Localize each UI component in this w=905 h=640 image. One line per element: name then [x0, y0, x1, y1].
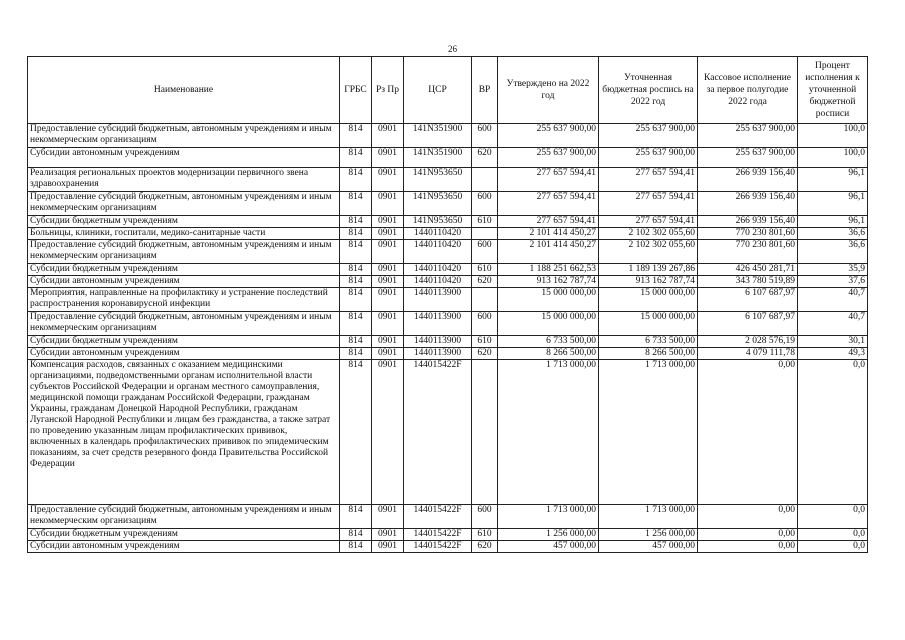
cell-name: Реализация региональных проектов модернизации первичного звена здравоохранения [28, 168, 340, 192]
table-row [28, 312, 868, 336]
table-header-row [28, 57, 868, 124]
cell-csr: 144015422F [404, 541, 472, 553]
table-row [28, 541, 868, 553]
table-row [28, 192, 868, 216]
cell-csr: 141N953650 [404, 168, 472, 192]
cell-refined: 277 657 594,41 [599, 216, 698, 228]
cell-rzpr: 0901 [372, 312, 404, 336]
table-row [28, 505, 868, 529]
cell-percent: 30,1 [798, 336, 868, 348]
cell-name: Субсидии автономным учреждениям [28, 276, 340, 288]
cell-grbs: 814 [340, 505, 372, 529]
cell-csr: 1440113900 [404, 312, 472, 336]
cell-refined: 1 256 000,00 [599, 529, 698, 541]
cell-csr: 144015422F [404, 360, 472, 505]
cell-refined: 255 637 900,00 [599, 124, 698, 148]
cell-grbs: 814 [340, 276, 372, 288]
cell-grbs: 814 [340, 264, 372, 276]
cell-rzpr: 0901 [372, 264, 404, 276]
cell-approved: 6 733 500,00 [498, 336, 599, 348]
cell-percent: 0,0 [798, 360, 868, 505]
table-row [28, 360, 868, 505]
cell-vr: 610 [472, 529, 498, 541]
cell-percent: 36,6 [798, 240, 868, 264]
table-row [28, 216, 868, 228]
cell-refined: 15 000 000,00 [599, 312, 698, 336]
cell-approved: 2 101 414 450,27 [498, 240, 599, 264]
cell-cash: 0,00 [698, 505, 798, 529]
cell-grbs: 814 [340, 168, 372, 192]
cell-name: Предоставление субсидий бюджетным, автономным учреждениям и иным некоммерческим организациям [28, 505, 340, 529]
cell-csr: 1440110420 [404, 228, 472, 240]
table-row [28, 288, 868, 312]
cell-percent: 96,1 [798, 192, 868, 216]
cell-csr: 144015422F [404, 529, 472, 541]
cell-percent: 96,1 [798, 216, 868, 228]
cell-cash: 0,00 [698, 529, 798, 541]
cell-approved: 255 637 900,00 [498, 124, 599, 148]
cell-rzpr: 0901 [372, 168, 404, 192]
cell-approved: 277 657 594,41 [498, 216, 599, 228]
header-percent: Процент исполнения к уточненной бюджетной росписи [798, 57, 868, 124]
cell-percent: 35,9 [798, 264, 868, 276]
cell-name: Субсидии автономным учреждениям [28, 148, 340, 168]
cell-rzpr: 0901 [372, 541, 404, 553]
cell-rzpr: 0901 [372, 148, 404, 168]
cell-percent: 0,0 [798, 541, 868, 553]
cell-csr: 1440113900 [404, 348, 472, 360]
cell-vr: 600 [472, 192, 498, 216]
table-row [28, 336, 868, 348]
cell-name: Субсидии автономным учреждениям [28, 541, 340, 553]
cell-vr: 610 [472, 264, 498, 276]
cell-approved: 15 000 000,00 [498, 312, 599, 336]
cell-name: Мероприятия, направленные на профилактику и устранение последствий распространения коронавирусной инфекции [28, 288, 340, 312]
cell-csr: 141N953650 [404, 192, 472, 216]
cell-cash: 0,00 [698, 360, 798, 505]
cell-csr: 1440113900 [404, 288, 472, 312]
cell-cash: 6 107 687,97 [698, 312, 798, 336]
cell-csr: 141N953650 [404, 216, 472, 228]
cell-refined: 8 266 500,00 [599, 348, 698, 360]
cell-cash: 6 107 687,97 [698, 288, 798, 312]
header-name: Наименование [28, 57, 340, 124]
cell-refined: 457 000,00 [599, 541, 698, 553]
cell-rzpr: 0901 [372, 336, 404, 348]
cell-percent: 0,0 [798, 505, 868, 529]
cell-grbs: 814 [340, 348, 372, 360]
cell-rzpr: 0901 [372, 529, 404, 541]
header-csr: ЦСР [404, 57, 472, 124]
cell-name: Компенсация расходов, связанных с оказанием медицинскими организациями, подведомственными органам исполнительной власти субъектов Российской Федерации и органам местного самоуправления, медицинской помощи гражданам Российской Федерации, гражданам Украины, гражданам Донецкой Народной Республики, гражданам Луганской Народной Республики и лицам без гражданства, а также затрат по проведению указанным лицам профилактических прививок, включенных в календарь профилактических прививок по эпидемическим показаниям, за счет средств резервного фонда Правительства Российской Федерации [28, 360, 340, 505]
cell-percent: 40,7 [798, 288, 868, 312]
header-refined: Уточненная бюджетная роспись на 2022 год [599, 57, 698, 124]
cell-cash: 770 230 801,60 [698, 240, 798, 264]
table-row [28, 529, 868, 541]
cell-percent: 0,0 [798, 529, 868, 541]
cell-grbs: 814 [340, 228, 372, 240]
cell-rzpr: 0901 [372, 192, 404, 216]
cell-cash: 770 230 801,60 [698, 228, 798, 240]
cell-rzpr: 0901 [372, 240, 404, 264]
table-row [28, 228, 868, 240]
cell-approved: 1 713 000,00 [498, 360, 599, 505]
cell-grbs: 814 [340, 288, 372, 312]
cell-cash: 266 939 156,40 [698, 168, 798, 192]
cell-refined: 15 000 000,00 [599, 288, 698, 312]
cell-cash: 266 939 156,40 [698, 216, 798, 228]
cell-approved: 913 162 787,74 [498, 276, 599, 288]
cell-refined: 2 102 302 055,60 [599, 228, 698, 240]
cell-approved: 2 101 414 450,27 [498, 228, 599, 240]
cell-vr: 620 [472, 348, 498, 360]
cell-name: Субсидии бюджетным учреждениям [28, 336, 340, 348]
cell-name: Субсидии бюджетным учреждениям [28, 216, 340, 228]
table-row [28, 168, 868, 192]
cell-grbs: 814 [340, 336, 372, 348]
cell-percent: 100,0 [798, 148, 868, 168]
cell-csr: 144015422F [404, 505, 472, 529]
cell-grbs: 814 [340, 148, 372, 168]
cell-percent: 36,6 [798, 228, 868, 240]
cell-refined: 1 189 139 267,86 [599, 264, 698, 276]
cell-vr [472, 228, 498, 240]
table-row [28, 348, 868, 360]
cell-percent: 49,3 [798, 348, 868, 360]
cell-approved: 1 188 251 662,53 [498, 264, 599, 276]
cell-rzpr: 0901 [372, 276, 404, 288]
budget-execution-table [27, 56, 868, 553]
cell-approved: 277 657 594,41 [498, 192, 599, 216]
table-row [28, 276, 868, 288]
cell-rzpr: 0901 [372, 360, 404, 505]
cell-rzpr: 0901 [372, 216, 404, 228]
cell-approved: 277 657 594,41 [498, 168, 599, 192]
cell-vr: 620 [472, 541, 498, 553]
cell-csr: 141N351900 [404, 124, 472, 148]
cell-grbs: 814 [340, 312, 372, 336]
cell-csr: 1440110420 [404, 264, 472, 276]
cell-cash: 0,00 [698, 541, 798, 553]
cell-name: Предоставление субсидий бюджетным, автономным учреждениям и иным некоммерческим организациям [28, 124, 340, 148]
table-row [28, 240, 868, 264]
cell-cash: 255 637 900,00 [698, 148, 798, 168]
cell-cash: 4 079 111,78 [698, 348, 798, 360]
cell-csr: 1440110420 [404, 240, 472, 264]
cell-refined: 2 102 302 055,60 [599, 240, 698, 264]
header-vr: ВР [472, 57, 498, 124]
cell-vr: 620 [472, 148, 498, 168]
cell-vr: 600 [472, 505, 498, 529]
cell-vr [472, 288, 498, 312]
cell-refined: 277 657 594,41 [599, 192, 698, 216]
table-row [28, 148, 868, 168]
cell-grbs: 814 [340, 192, 372, 216]
cell-percent: 96,1 [798, 168, 868, 192]
cell-approved: 1 256 000,00 [498, 529, 599, 541]
table-row [28, 124, 868, 148]
cell-grbs: 814 [340, 541, 372, 553]
cell-refined: 6 733 500,00 [599, 336, 698, 348]
cell-cash: 2 028 576,19 [698, 336, 798, 348]
cell-percent: 37,6 [798, 276, 868, 288]
cell-approved: 8 266 500,00 [498, 348, 599, 360]
header-grbs: ГРБС [340, 57, 372, 124]
cell-vr: 620 [472, 276, 498, 288]
cell-vr [472, 360, 498, 505]
cell-refined: 1 713 000,00 [599, 360, 698, 505]
cell-vr [472, 168, 498, 192]
cell-refined: 277 657 594,41 [599, 168, 698, 192]
cell-cash: 426 450 281,71 [698, 264, 798, 276]
cell-refined: 1 713 000,00 [599, 505, 698, 529]
cell-grbs: 814 [340, 360, 372, 505]
cell-vr: 610 [472, 216, 498, 228]
cell-rzpr: 0901 [372, 505, 404, 529]
cell-csr: 141N351900 [404, 148, 472, 168]
cell-name: Субсидии бюджетным учреждениям [28, 529, 340, 541]
cell-csr: 1440113900 [404, 336, 472, 348]
cell-grbs: 814 [340, 529, 372, 541]
cell-approved: 1 713 000,00 [498, 505, 599, 529]
cell-cash: 343 780 519,89 [698, 276, 798, 288]
cell-approved: 255 637 900,00 [498, 148, 599, 168]
cell-vr: 610 [472, 336, 498, 348]
cell-cash: 266 939 156,40 [698, 192, 798, 216]
cell-name: Субсидии автономным учреждениям [28, 348, 340, 360]
cell-approved: 15 000 000,00 [498, 288, 599, 312]
header-rzpr: Рз Пр [372, 57, 404, 124]
table-row [28, 264, 868, 276]
cell-refined: 255 637 900,00 [599, 148, 698, 168]
cell-rzpr: 0901 [372, 228, 404, 240]
cell-rzpr: 0901 [372, 124, 404, 148]
header-approved: Утверждено на 2022 год [498, 57, 599, 124]
cell-cash: 255 637 900,00 [698, 124, 798, 148]
cell-name: Предоставление субсидий бюджетным, автономным учреждениям и иным некоммерческим организациям [28, 240, 340, 264]
cell-refined: 913 162 787,74 [599, 276, 698, 288]
cell-approved: 457 000,00 [498, 541, 599, 553]
cell-name: Предоставление субсидий бюджетным, автономным учреждениям и иным некоммерческим организациям [28, 192, 340, 216]
cell-grbs: 814 [340, 216, 372, 228]
cell-grbs: 814 [340, 240, 372, 264]
cell-rzpr: 0901 [372, 348, 404, 360]
cell-name: Предоставление субсидий бюджетным, автономным учреждениям и иным некоммерческим организациям [28, 312, 340, 336]
cell-name: Субсидии бюджетным учреждениям [28, 264, 340, 276]
cell-vr: 600 [472, 240, 498, 264]
header-cash: Кассовое исполнение за первое полугодие 2022 года [698, 57, 798, 124]
cell-name: Больницы, клиники, госпитали, медико-санитарные части [28, 228, 340, 240]
cell-percent: 40,7 [798, 312, 868, 336]
page-number: 26 [448, 44, 457, 54]
cell-vr: 600 [472, 312, 498, 336]
cell-rzpr: 0901 [372, 288, 404, 312]
cell-csr: 1440110420 [404, 276, 472, 288]
cell-grbs: 814 [340, 124, 372, 148]
cell-percent: 100,0 [798, 124, 868, 148]
cell-vr: 600 [472, 124, 498, 148]
